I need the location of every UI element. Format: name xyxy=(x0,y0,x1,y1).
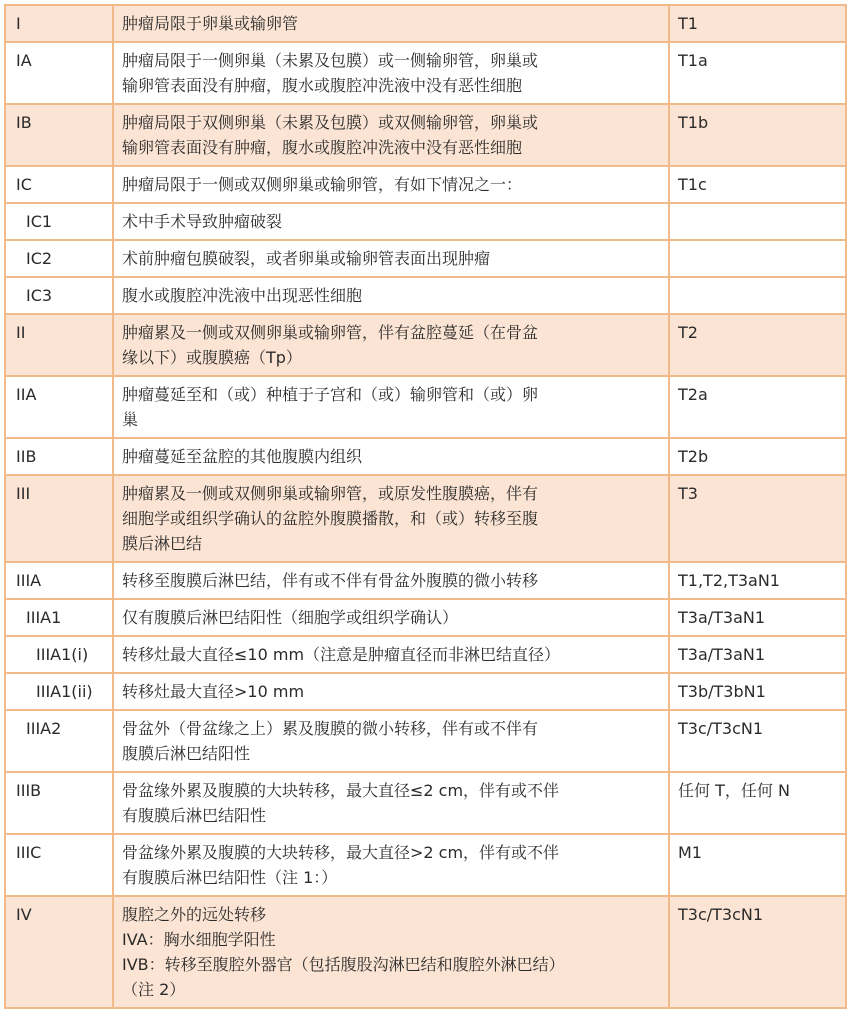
description-line: IVB：转移至腹腔外器官（包括腹股沟淋巴结和腹腔外淋巴结） xyxy=(122,955,565,974)
tnm-cell: 任何 T，任何 N xyxy=(669,772,846,834)
description-line: 腹膜后淋巴结阳性 xyxy=(122,744,251,763)
tnm-cell: T1a xyxy=(669,42,846,104)
tnm-cell: T1,T2,T3aN1 xyxy=(669,562,846,599)
description-line: 骨盆外（骨盆缘之上）累及腹膜的微小转移，伴有或不伴有 xyxy=(122,719,539,738)
description-line: 转移灶最大直径>10 mm xyxy=(122,682,305,701)
description-line: 输卵管表面没有肿瘤，腹水或腹腔冲洗液中没有恶性细胞 xyxy=(122,76,523,95)
tnm-cell: T1 xyxy=(669,5,846,42)
stage-cell: IIIA1(i) xyxy=(5,636,113,673)
stage-cell: IIB xyxy=(5,438,113,475)
table-row xyxy=(5,240,846,277)
description-cell xyxy=(113,710,669,772)
description-line: 转移至腹膜后淋巴结，伴有或不伴有骨盆外腹膜的微小转移 xyxy=(122,571,539,590)
table-row xyxy=(5,636,846,673)
description-line: 肿瘤局限于双侧卵巢（未累及包膜）或双侧输卵管，卵巢或 xyxy=(122,113,539,132)
description-line: 术中手术导致肿瘤破裂 xyxy=(122,212,283,231)
description-cell xyxy=(113,314,669,376)
description-line: （注 2） xyxy=(122,980,186,999)
table-row xyxy=(5,104,846,166)
table-row xyxy=(5,896,846,1008)
description-cell xyxy=(113,834,669,896)
description-line: 有腹膜后淋巴结阳性 xyxy=(122,806,267,825)
stage-cell: IIIB xyxy=(5,772,113,834)
description-cell xyxy=(113,240,669,277)
description-line: 肿瘤局限于一侧卵巢（未累及包膜）或一侧输卵管，卵巢或 xyxy=(122,51,539,70)
tnm-cell: M1 xyxy=(669,834,846,896)
tnm-cell: T3a/T3aN1 xyxy=(669,636,846,673)
stage-cell: IC3 xyxy=(5,277,113,314)
description-line: 缘以下）或腹膜癌（Tp） xyxy=(122,348,302,367)
table-body xyxy=(5,5,846,1008)
description-line: 腹水或腹腔冲洗液中出现恶性细胞 xyxy=(122,286,363,305)
description-line: IVA：胸水细胞学阳性 xyxy=(122,930,276,949)
table-row xyxy=(5,203,846,240)
stage-cell: III xyxy=(5,475,113,562)
stage-cell: IC2 xyxy=(5,240,113,277)
stage-cell: IIIA1(ii) xyxy=(5,673,113,710)
description-cell xyxy=(113,896,669,1008)
description-cell xyxy=(113,277,669,314)
stage-cell: IIIA xyxy=(5,562,113,599)
description-cell xyxy=(113,5,669,42)
description-cell xyxy=(113,203,669,240)
description-line: 骨盆缘外累及腹膜的大块转移，最大直径>2 cm，伴有或不伴 xyxy=(122,843,560,862)
stage-cell: IIIA1 xyxy=(5,599,113,636)
description-line: 细胞学或组织学确认的盆腔外腹膜播散，和（或）转移至腹 xyxy=(122,509,539,528)
tnm-cell: T1c xyxy=(669,166,846,203)
stage-cell: IB xyxy=(5,104,113,166)
description-cell xyxy=(113,376,669,438)
table-row xyxy=(5,599,846,636)
stage-cell: IIIC xyxy=(5,834,113,896)
description-cell xyxy=(113,599,669,636)
tnm-cell: T2 xyxy=(669,314,846,376)
description-line: 输卵管表面没有肿瘤，腹水或腹腔冲洗液中没有恶性细胞 xyxy=(122,138,523,157)
tnm-cell: T3c/T3cN1 xyxy=(669,896,846,1008)
description-cell xyxy=(113,562,669,599)
table-row xyxy=(5,475,846,562)
stage-cell: IV xyxy=(5,896,113,1008)
stage-cell: IC1 xyxy=(5,203,113,240)
staging-table-wrapper xyxy=(4,4,845,1009)
table-row xyxy=(5,314,846,376)
description-line: 骨盆缘外累及腹膜的大块转移，最大直径≤2 cm，伴有或不伴 xyxy=(122,781,560,800)
description-line: 肿瘤蔓延至盆腔的其他腹膜内组织 xyxy=(122,447,363,466)
stage-cell: I xyxy=(5,5,113,42)
tnm-cell: T2a xyxy=(669,376,846,438)
table-row xyxy=(5,42,846,104)
description-line: 转移灶最大直径≤10 mm（注意是肿瘤直径而非淋巴结直径） xyxy=(122,645,561,664)
description-line: 肿瘤累及一侧或双侧卵巢或输卵管，或原发性腹膜癌，伴有 xyxy=(122,484,539,503)
description-line: 肿瘤累及一侧或双侧卵巢或输卵管，伴有盆腔蔓延（在骨盆 xyxy=(122,323,539,342)
table-row xyxy=(5,562,846,599)
description-line: 术前肿瘤包膜破裂，或者卵巢或输卵管表面出现肿瘤 xyxy=(122,249,491,268)
tnm-cell: T3a/T3aN1 xyxy=(669,599,846,636)
table-row xyxy=(5,710,846,772)
description-line: 腹腔之外的远处转移 xyxy=(122,905,267,924)
tnm-cell: T3 xyxy=(669,475,846,562)
description-line: 仅有腹膜后淋巴结阳性（细胞学或组织学确认） xyxy=(122,608,459,627)
table-row xyxy=(5,5,846,42)
stage-cell: IC xyxy=(5,166,113,203)
description-cell xyxy=(113,166,669,203)
description-line: 肿瘤蔓延至和（或）种植于子宫和（或）输卵管和（或）卵 xyxy=(122,385,539,404)
description-cell xyxy=(113,673,669,710)
table-row xyxy=(5,166,846,203)
tnm-cell xyxy=(669,240,846,277)
table-row xyxy=(5,438,846,475)
description-cell xyxy=(113,475,669,562)
description-cell xyxy=(113,772,669,834)
description-line: 膜后淋巴结 xyxy=(122,534,203,553)
table-row xyxy=(5,834,846,896)
tnm-cell: T2b xyxy=(669,438,846,475)
table-row xyxy=(5,772,846,834)
description-cell xyxy=(113,104,669,166)
description-cell xyxy=(113,438,669,475)
stage-cell: II xyxy=(5,314,113,376)
tnm-cell: T3c/T3cN1 xyxy=(669,710,846,772)
stage-cell: IA xyxy=(5,42,113,104)
description-cell xyxy=(113,636,669,673)
table-row xyxy=(5,277,846,314)
ovarian-cancer-staging-table xyxy=(4,4,847,1009)
stage-cell: IIA xyxy=(5,376,113,438)
description-cell xyxy=(113,42,669,104)
tnm-cell: T3b/T3bN1 xyxy=(669,673,846,710)
description-line: 肿瘤局限于卵巢或输卵管 xyxy=(122,14,299,33)
tnm-cell: T1b xyxy=(669,104,846,166)
tnm-cell xyxy=(669,203,846,240)
description-line: 巢 xyxy=(122,410,139,429)
description-line: 肿瘤局限于一侧或双侧卵巢或输卵管，有如下情况之一： xyxy=(122,175,523,194)
description-line: 有腹膜后淋巴结阳性（注 1：） xyxy=(122,868,338,887)
table-row xyxy=(5,376,846,438)
stage-cell: IIIA2 xyxy=(5,710,113,772)
table-row xyxy=(5,673,846,710)
tnm-cell xyxy=(669,277,846,314)
